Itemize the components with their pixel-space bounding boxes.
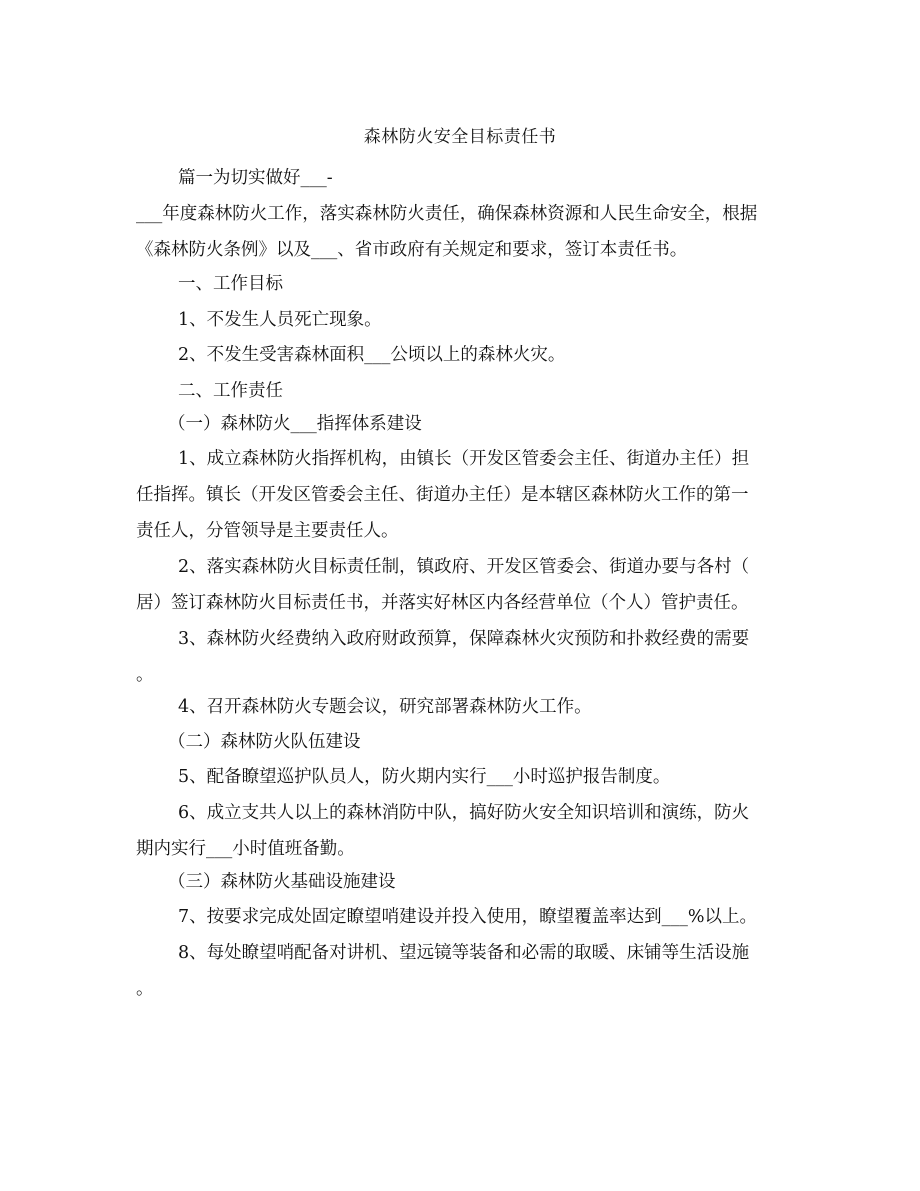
list-item-4 [136, 689, 796, 725]
text-line: 任指挥。镇长（开发区管委会主任、街道办主任）是本辖区森林防火工作的第一 [136, 485, 749, 505]
list-item-1 [136, 441, 796, 549]
list-item-5 [136, 759, 796, 795]
document-title: 森林防火安全目标责任书 [363, 127, 557, 147]
text-line: 4、召开森林防火专题会议，研究部署森林防火工作。 [178, 697, 592, 717]
text-line: 。 [136, 979, 154, 999]
text-line: ___年度森林防火工作，落实森林防火责任，确保森林资源和人民生命安全，根据 [136, 204, 758, 224]
text-line: 2、落实森林防火目标责任制，镇政府、开发区管委会、街道办要与各村（ [178, 557, 750, 577]
text-line: 一、工作目标 [178, 274, 283, 294]
list-item-2 [136, 549, 796, 621]
text-line: 责任人，分管领导是主要责任人。 [136, 521, 399, 541]
text-line: 居）签订森林防火目标责任书，并落实好林区内各经营单位（个人）管护责任。 [136, 593, 749, 613]
text-line: 1、成立森林防火指挥机构，由镇长（开发区管委会主任、街道办主任）担 [178, 449, 750, 469]
subsection-heading-team [136, 724, 796, 760]
section-heading-goals [136, 266, 796, 302]
text-line: 《森林防火条例》以及___、省市政府有关规定和要求，签订本责任书。 [136, 240, 688, 260]
text-line: 1、不发生人员死亡现象。 [178, 310, 382, 330]
paragraph-intro [136, 160, 796, 268]
text-line: （二）森林防火队伍建设 [168, 732, 361, 752]
list-item-7 [136, 899, 796, 935]
list-item-8 [136, 935, 796, 1007]
text-line: （三）森林防火基础设施建设 [168, 872, 396, 892]
text-line: 7、按要求完成处固定瞭望哨建设并投入使用，瞭望覆盖率达到___%以上。 [178, 907, 758, 927]
text-line: （一）森林防火___指挥体系建设 [168, 414, 422, 434]
text-line: 。 [136, 665, 154, 685]
text-line: 二、工作责任 [178, 381, 283, 401]
subsection-heading-infrastructure [136, 864, 796, 900]
list-item-3 [136, 621, 796, 693]
text-line: 期内实行___小时值班备勤。 [136, 839, 355, 859]
list-item-6 [136, 795, 796, 867]
text-line: 8、每处瞭望哨配备对讲机、望远镜等装备和必需的取暖、床铺等生活设施 [178, 943, 750, 963]
list-item-goal-1 [136, 302, 796, 338]
text-line: 2、不发生受害森林面积___公顷以上的森林火灾。 [178, 345, 566, 365]
text-line: 篇一为切实做好___- [178, 168, 333, 188]
text-line: 6、成立支共人以上的森林消防中队，搞好防火安全知识培训和演练，防火 [178, 803, 750, 823]
text-line: 3、森林防火经费纳入政府财政预算，保障森林火灾预防和扑救经费的需要 [178, 629, 750, 649]
section-heading-responsibility [136, 373, 796, 409]
list-item-goal-2 [136, 337, 796, 373]
subsection-heading-command [136, 406, 796, 442]
text-line: 5、配备瞭望巡护队员人，防火期内实行___小时巡护报告制度。 [178, 767, 671, 787]
